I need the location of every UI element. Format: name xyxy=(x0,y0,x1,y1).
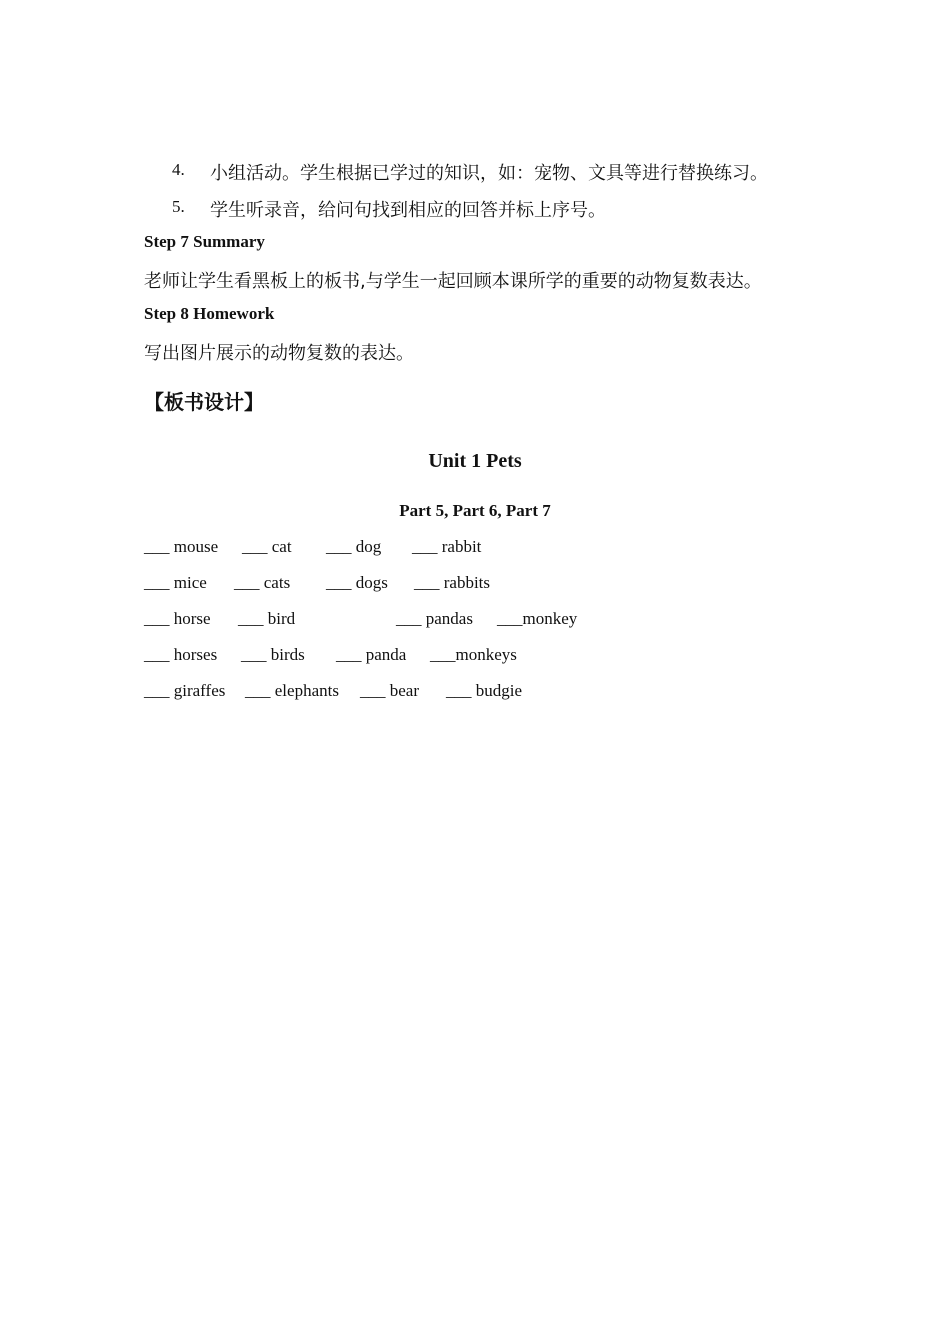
word-cell: ___ giraffes xyxy=(144,681,226,700)
word-cell: ___ cats xyxy=(234,573,291,592)
word-cell: ___ cat xyxy=(242,537,292,556)
word-cell: ___ bird xyxy=(238,609,296,628)
word-cell: ___ bear xyxy=(360,681,420,700)
word-cell: ___ birds xyxy=(241,645,305,664)
step7-text: 老师让学生看黑板上的板书,与学生一起回顾本课所学的重要的动物复数表达。 xyxy=(144,271,762,292)
word-cell: ___ budgie xyxy=(446,681,523,700)
list-item-number: 4. xyxy=(172,160,185,179)
word-cell: ___ elephants xyxy=(245,681,339,700)
part-title: Part 5, Part 6, Part 7 xyxy=(399,501,551,520)
step8-heading: Step 8 Homework xyxy=(144,304,275,323)
board-design-title: 【板书设计】 xyxy=(144,390,264,414)
word-cell: ___ rabbit xyxy=(412,537,482,556)
word-cell: ___ horse xyxy=(144,609,211,628)
word-cell: ___monkey xyxy=(497,609,578,628)
word-cell: ___ panda xyxy=(336,645,407,664)
list-item-text: 小组活动。学生根据已学过的知识，如：宠物、文具等进行替换练习。 xyxy=(210,163,768,184)
word-cell: ___ mouse xyxy=(144,537,219,556)
word-cell: ___ pandas xyxy=(396,609,473,628)
word-cell: ___ dog xyxy=(326,537,382,556)
unit-title: Unit 1 Pets xyxy=(428,450,522,472)
word-cell: ___ mice xyxy=(144,573,207,592)
list-item-number: 5. xyxy=(172,197,185,216)
word-cell: ___monkeys xyxy=(430,645,517,664)
list-item-text: 学生听录音，给问句找到相应的回答并标上序号。 xyxy=(210,200,606,221)
step8-text: 写出图片展示的动物复数的表达。 xyxy=(144,343,414,364)
word-cell: ___ dogs xyxy=(326,573,388,592)
word-cell: ___ horses xyxy=(144,645,218,664)
word-cell: ___ rabbits xyxy=(414,573,491,592)
step7-heading: Step 7 Summary xyxy=(144,232,265,251)
